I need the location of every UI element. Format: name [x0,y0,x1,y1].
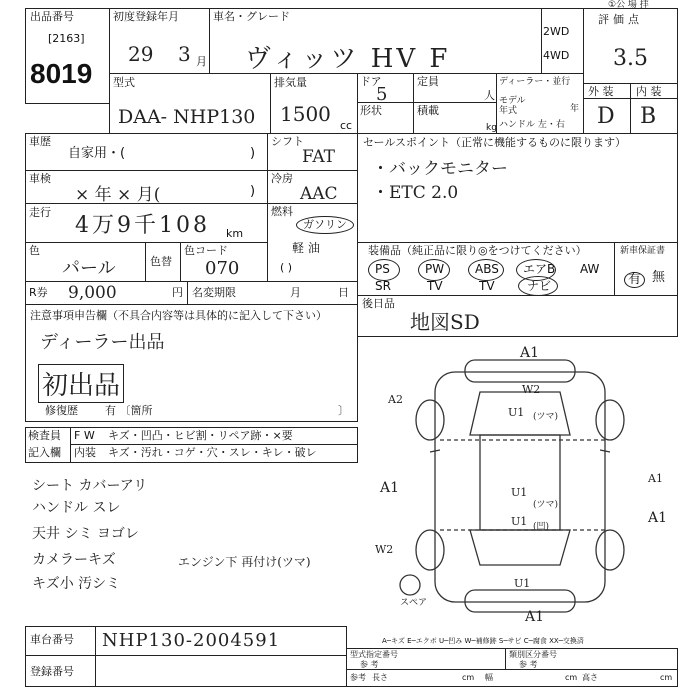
diag-mark-6: A1 [380,480,400,496]
frame-value: NHP130-2004591 [102,630,281,651]
class-ref-sub: 参 考 [519,660,538,669]
diag-mark-13: A1 [648,472,663,485]
history-value: 自家用・( [68,146,126,161]
warranty-label: 新車保証書 [620,246,666,256]
warranty-no: 無 [652,270,666,285]
equip-aw: AW [580,262,600,276]
size-box [346,669,678,687]
dealer-label: ディーラー・並行 [499,77,571,87]
height-label: 高さ [582,673,598,682]
warranty-yes: 有 [624,272,645,288]
capacity-label: 定員 [417,75,439,88]
displacement-value: 1500 [280,102,331,126]
exterior-label: 外 装 [588,85,614,98]
width-unit: cm [565,673,578,682]
equip-pw-circle [418,259,450,281]
remark-1: シート カバーアリ [32,478,148,494]
recycle-value: 9,000 [68,283,117,303]
frame-label: 車台番号 [30,633,74,646]
recycle-label: R券 [29,286,48,299]
displacement-unit: cc [340,119,353,132]
height-unit: cm [660,673,673,682]
color-divider2 [180,242,181,282]
fw-items: キズ・凹凸・ヒビ割・リペア跡・×要 [108,429,293,442]
fuel-gasoline: ガソリン [296,216,354,234]
shape-label: 形状 [360,104,382,117]
year-unit: 年 [570,104,580,114]
retrofit-value: 地図SD [410,310,480,334]
expiry-label: 名変期限 [192,286,236,299]
expiry-month: 月 [290,286,301,299]
inspector-hline [70,444,358,445]
shift-label: シフト [271,135,304,148]
diag-mark-3: U1 [508,406,525,419]
drive-4wd: 4WD [543,49,570,62]
diag-mark-4: (ツマ) [533,412,559,422]
diagram-spare: スペア [400,598,428,608]
diag-mark-2: W2 [522,383,541,396]
condition-divider [630,83,631,134]
sales-line2: ・ETC 2.0 [372,183,459,203]
inspection-value: × 年 × 月( [75,185,161,205]
remark-3: 天井 シミ ヨゴレ [32,526,139,542]
history-label: 車歴 [29,135,51,148]
equipment-label: 装備品（純正品に限り◎をつけてください） [368,244,587,257]
model-ref-label: 型式指定番号 [350,650,398,659]
notes-stamp: 初出品 [38,364,124,403]
interior-value: B [640,104,657,129]
diag-mark-14: U1 [514,577,531,590]
inspector-label: 検査員 [28,429,61,442]
diag-mark-7: U1 [511,486,528,499]
shift-value: FAT [302,147,336,167]
inspector-divider [70,427,71,463]
mileage-label: 走行 [29,206,51,219]
equip-navi-circle [518,276,558,296]
equip-tv2: TV [479,279,495,293]
color-divider [145,242,146,282]
aircon-label: 冷房 [271,172,293,185]
fw-label: F W [74,429,95,442]
equip-abs-circle [468,259,504,281]
notes-label: 注意事項申告欄（不具合内容等は具体的に記入して下さい） [30,309,327,322]
first-reg-label: 初度登録年月 [113,10,179,23]
diag-mark-10: (凹) [533,522,550,532]
equip-ps: PS [375,262,390,276]
expiry-day: 日 [338,286,349,299]
lot-code: [2163] [48,32,85,45]
sales-line1: ・バックモニター [372,159,508,179]
diagram-legend: A─キズ E─エクボ U─凹み W─補修跡 S─サビ C─腐食 XX─交換済 [382,637,584,645]
color-code-value: 070 [205,258,240,279]
fuel-label: 燃料 [271,205,293,218]
entry-label: 記入欄 [28,446,61,459]
sales-label: セールスポイント（正常に機能するものに限ります） [363,136,627,149]
inspection-label: 車検 [29,172,51,185]
handle-label: ハンドル 左・右 [499,120,565,130]
grade-label: 評価点 [598,13,643,26]
interior-label: 内 装 [636,85,662,98]
first-reg-year: 29 [128,42,154,66]
length-unit: cm [462,673,475,682]
model-ref-sub: 参 考 [360,660,379,669]
color-value: パール [62,258,116,279]
reg-label: 登録番号 [30,665,74,678]
displacement-label: 排気量 [274,76,307,89]
grade-value: 3.5 [613,46,648,71]
mileage-unit: km [226,227,244,240]
diag-mark-15: A1 [525,609,545,625]
remark-6: エンジン下 再付け(ツマ) [178,555,311,569]
load-label: 積載 [417,104,439,117]
lot-number: 8019 [30,58,93,89]
class-ref-label: 類別区分番号 [509,650,557,659]
retrofit-box [357,295,678,337]
history-close: ) [250,146,256,161]
grade-corner: ①公 場 拝 [608,0,649,10]
doors-value: 5 [376,84,388,105]
model-year-label: モデル年式 [499,96,526,116]
drive-2wd: 2WD [543,25,570,38]
aircon-value: AAC [300,184,338,204]
repair-label: 修復歴 [45,404,78,417]
fuel-diesel: 軽 油 [292,241,320,255]
lot-label: 出品番号 [30,10,74,23]
color-swap-label: 色替 [150,255,172,268]
repair-close: 〕 [338,404,349,417]
capacity-unit: 人 [484,89,495,102]
doors-label: ドア [360,75,382,88]
model-label: 型式 [113,76,135,89]
drive-box [541,8,584,74]
equip-sr: SR [375,279,391,293]
name-value: ヴィッツ HV F [245,44,451,74]
load-unit: kg [486,123,497,133]
equip-ps-circle [368,259,400,281]
color-code-label: 色コード [184,244,228,257]
first-reg-month: 3 [178,42,191,66]
length-label: 長さ [372,673,388,682]
diag-mark-8: (ツマ) [533,500,559,510]
mileage-value: 4万9千108 [75,213,210,238]
diag-mark-1: A1 [520,345,540,361]
diag-mark-9: U1 [511,515,528,528]
remark-4: カメラーキズ [32,552,116,568]
equip-navi: ナビ [527,279,552,293]
equip-airbag: エアB [523,262,556,276]
remark-2: ハンドル スレ [32,500,121,516]
color-label: 色 [29,244,40,257]
history-box [25,133,268,171]
size-ref: 参考 [350,673,366,682]
notes-line1: ディーラー出品 [40,332,165,353]
fuel-paren: ( ) [280,261,293,274]
diag-mark-11: W2 [375,543,394,556]
interior-items: キズ・汚れ・コゲ・穴・スレ・キレ・破レ [108,446,317,459]
exterior-value: D [597,104,615,129]
repair-value: 有 〔箇所 [105,404,153,417]
remark-5: キズ小 汚シミ [32,576,121,592]
interior-row-label: 内装 [74,446,96,459]
condition-hline [583,98,678,99]
inspection-close: ) [250,184,256,199]
equip-abs: ABS [475,262,499,276]
width-label: 幅 [485,673,493,682]
diag-mark-12: A1 [648,510,668,526]
equip-tv1: TV [427,279,443,293]
recycle-unit: 円 [172,286,183,299]
retrofit-label: 後日品 [362,297,395,310]
month-suffix: 月 [196,55,207,68]
diag-mark-5: A2 [388,393,403,406]
model-value: DAA- NHP130 [118,106,256,128]
equip-pw: PW [425,262,445,276]
name-label: 車名・グレード [213,10,290,23]
